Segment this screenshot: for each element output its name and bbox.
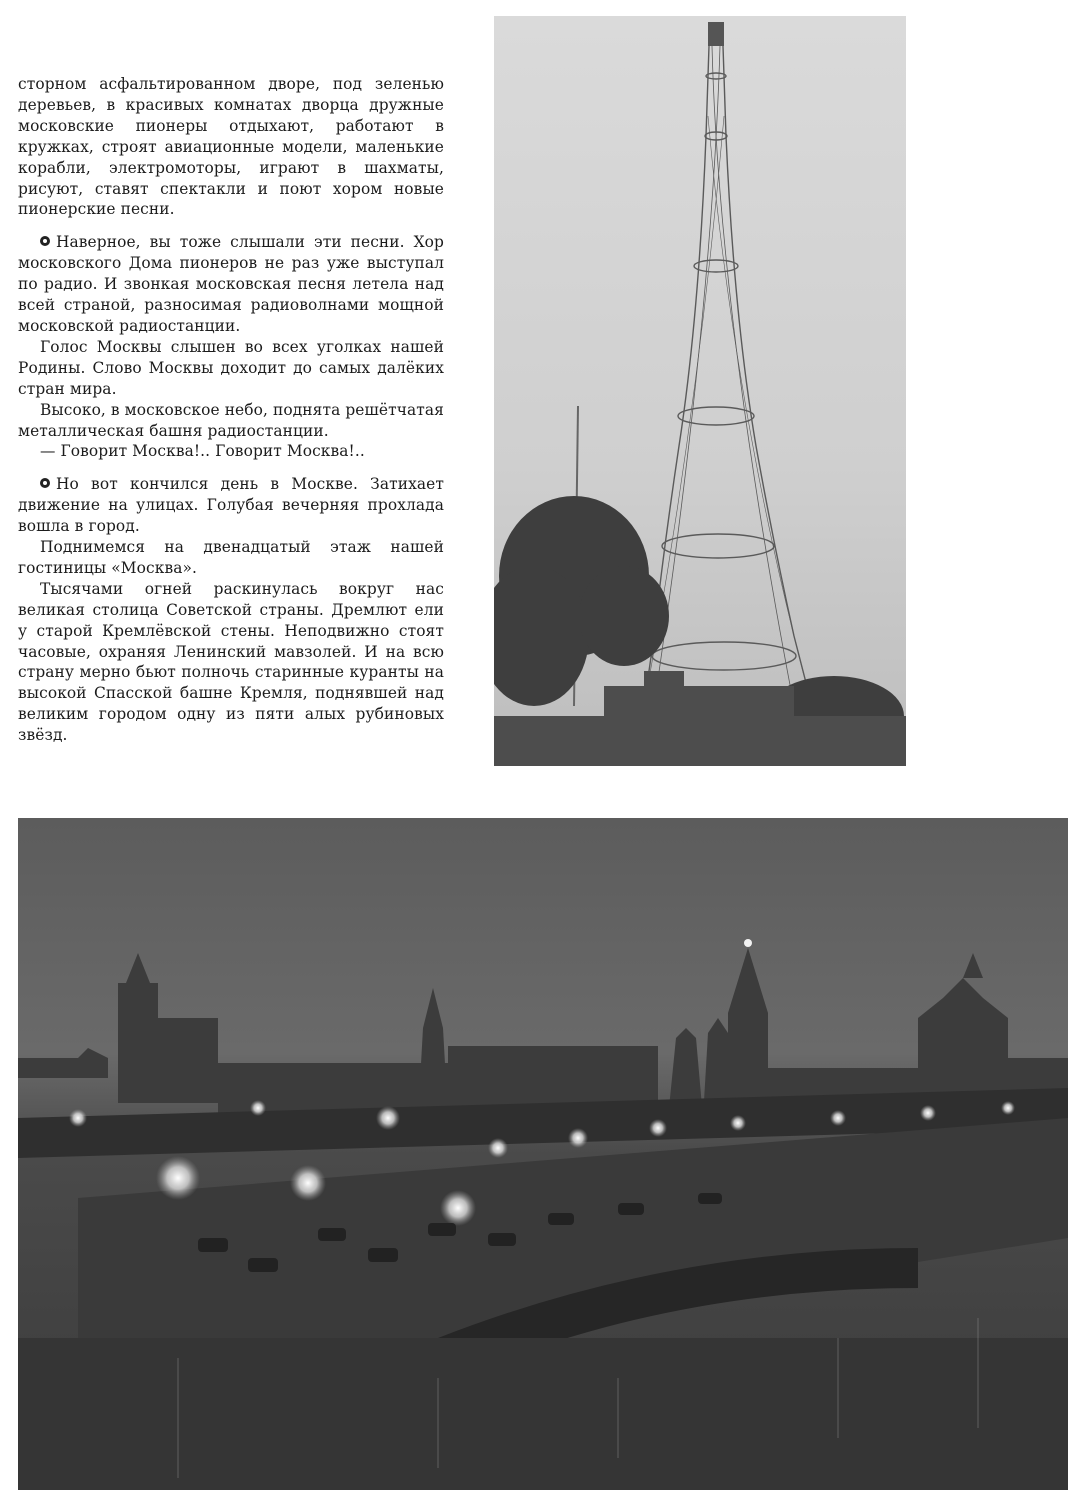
paragraph: [18, 474, 444, 537]
paragraph: [18, 232, 444, 337]
ruby-star: [744, 939, 752, 947]
kremlin-photo-image: [18, 818, 1068, 1490]
paragraph: Голос Москвы слышен во всех уголках нашей Родины. Слово Москвы доходит до самых далёких стран мира.: [18, 337, 444, 398]
paragraph-text: Наверное, вы тоже слышали эти песни. Хор московского Дома пионеров не раз уже выступал по радио. И звонкая московская песня летела над всей страной, разносимая радиоволнами мощной московской радиостанции.: [18, 233, 444, 335]
tower-photo: [494, 16, 906, 766]
river: [18, 1338, 1068, 1490]
paragraph: сторном асфальтированном дворе, под зеленью деревьев, в красивых комнатах дворца дружные московские пионеры отдыхают, работают в кружках, строят авиационные модели, маленькие корабли, электромоторы, играют в шахматы, рисуют, ставят спектакли и поют хором новые пионерские песни.: [18, 75, 444, 219]
kremlin-photo: [18, 818, 1068, 1490]
section-bullet-icon: [40, 478, 50, 488]
paragraph: Поднимемся на двенадцатый этаж нашей гостиницы «Москва».: [18, 538, 444, 577]
paragraph: — Говорит Москва!.. Говорит Москва!..: [40, 442, 365, 461]
tower-photo-image: [494, 16, 906, 766]
tower-top: [708, 22, 724, 46]
section-bullet-icon: [40, 236, 50, 246]
article-text: [18, 74, 444, 746]
paragraph: Тысячами огней раскинулась вокруг нас великая столица Советской страны. Дремлют ели у старой Кремлёвской стены. Неподвижно стоят часовые, охраняя Ленинский мавзолей. И на всю страну мерно бьют полночь старинные куранты на высокой Спасской башне Кремля, поднявшей над великим городом одну из пяти алых рубиновых звёзд.: [18, 579, 444, 745]
paragraph-text: Но вот кончился день в Москве. Затихает движение на улицах. Голубая вечерняя прохлада вошла в город.: [18, 475, 444, 536]
paragraph: Высоко, в московское небо, поднята решётчатая металлическая башня радиостанции.: [18, 400, 444, 440]
